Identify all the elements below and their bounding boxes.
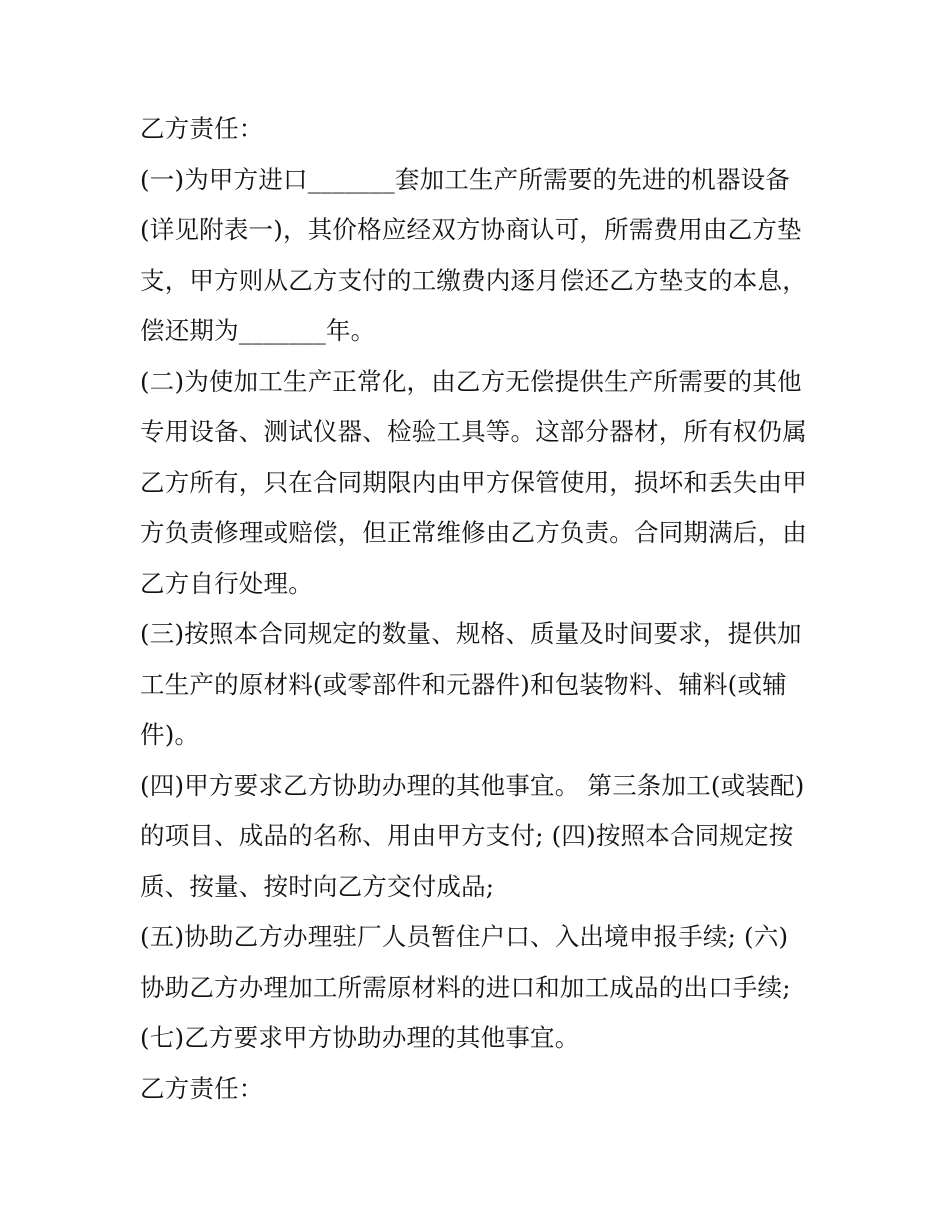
text-line: 乙方所有，只在合同期限内由甲方保管使用，损坏和丢失由甲 (140, 467, 807, 497)
section-heading: 乙方责任： (140, 114, 264, 143)
text-line: 专用设备、测试仪器、检验工具等。这部分器材，所有权仍属 (140, 417, 807, 446)
text-line: (一)为甲方进口_______套加工生产所需要的先进的机器设备 (140, 164, 791, 194)
text-line: 方负责修理或赔偿，但正常维修由乙方负责。合同期满后，由 (140, 518, 807, 547)
text-line: 支，甲方则从乙方支付的工缴费内逐月偿还乙方垫支的本息， (140, 265, 807, 295)
text-line: (三)按照本合同规定的数量、规格、质量及时间要求，提供加 (140, 619, 802, 648)
text-line: (二)为使加工生产正常化，由乙方无偿提供生产所需要的其他 (140, 366, 802, 396)
text-line: 质、按量、按时向乙方交付成品; (140, 871, 495, 901)
text-line: (七)乙方要求甲方协助办理的其他事宜。 (140, 1023, 580, 1052)
text-line: (详见附表一)，其价格应经双方协商认可，所需费用由乙方垫 (140, 215, 802, 244)
document-body (140, 104, 820, 1114)
text-line: 工生产的原材料(或零部件和元器件)和包装物料、辅料(或辅 (140, 669, 787, 699)
text-line: 偿还期为_______年。 (140, 316, 376, 345)
section-heading: 乙方责任： (140, 1073, 264, 1103)
text-line: 的项目、成品的名称、用由甲方支付; (四)按照本合同规定按 (140, 821, 794, 850)
text-line: 协助乙方办理加工所需原材料的进口和加工成品的出口手续; (140, 972, 791, 1002)
text-line: (四)甲方要求乙方协助办理的其他事宜。 第三条加工(或装配) (140, 770, 805, 800)
text-line: 乙方自行处理。 (140, 568, 313, 598)
text-line: (五)协助乙方办理驻厂人员暂住户口、入出境申报手续; (六) (140, 922, 789, 951)
text-line: 件)。 (140, 720, 200, 749)
